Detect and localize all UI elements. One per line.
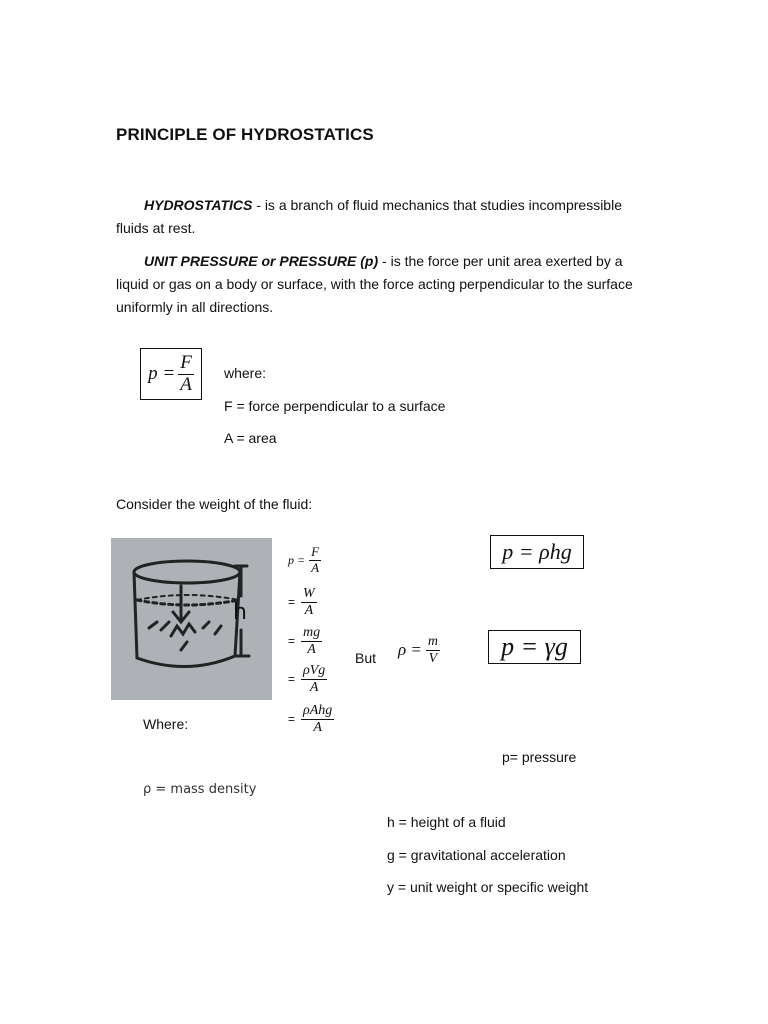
container-drawing <box>111 538 272 700</box>
derivation-step-3 <box>288 623 322 659</box>
density-lhs: ρ = <box>398 640 422 659</box>
page-title: PRINCIPLE OF HYDROSTATICS <box>116 125 374 144</box>
derivation-num-2: W <box>303 586 315 602</box>
hydrostatics-definition-line2: fluids at rest. <box>116 220 196 236</box>
formula1-lhs: p = <box>148 363 176 384</box>
derivation-fraction-3 <box>301 625 322 657</box>
consider-text: Consider the weight of the fluid: <box>116 496 313 512</box>
result-formula-gamma-g: p = γg <box>488 630 581 664</box>
pressure-line3: uniformly in all directions. <box>116 299 274 315</box>
derivation-den-3: A <box>307 641 316 657</box>
derivation-step-5 <box>288 700 334 738</box>
pressure-paragraph <box>116 250 646 319</box>
derivation-den-5: A <box>313 719 322 735</box>
derivation-den-1: A <box>311 559 320 575</box>
derivation-step-2 <box>288 584 317 620</box>
where2-label: Where: <box>143 716 189 732</box>
fluid-container-sketch <box>111 538 272 700</box>
pressure-term: UNIT PRESSURE or PRESSURE (p) <box>144 253 379 269</box>
equals-sign: = <box>288 672 296 686</box>
formula1-denominator: A <box>180 373 192 395</box>
hydrostatics-definition: - is a branch of fluid mechanics that studies incompressible <box>252 197 622 213</box>
equals-sign: = <box>288 595 296 609</box>
derivation-fraction-5 <box>301 703 334 735</box>
legend-height: h = height of a fluid <box>387 814 506 830</box>
derivation-lhs: p = <box>288 552 306 567</box>
density-numerator: m <box>427 634 439 650</box>
legend-pressure: p= pressure <box>502 749 577 765</box>
where-item-force: F = force perpendicular to a surface <box>224 398 446 414</box>
derivation-num-5: ρAhg <box>303 703 333 719</box>
derivation-fraction-1 <box>309 545 321 575</box>
formula1-numerator: F <box>180 351 192 373</box>
derivation-den-4: A <box>309 679 319 695</box>
derivation-fraction-2 <box>301 586 317 618</box>
pressure-line1: - is the force per unit area exerted by a <box>378 253 623 269</box>
hydrostatics-term: HYDROSTATICS <box>144 197 253 213</box>
derivation-den-2: A <box>304 602 314 618</box>
legend-unit-weight: y = unit weight or specific weight <box>387 879 589 895</box>
derivation-step-1 <box>288 543 321 577</box>
legend-mass-density: ρ = mass density <box>143 782 257 797</box>
derivation-num-3: mg <box>303 625 321 641</box>
where-item-area: A = area <box>224 430 277 446</box>
legend-gravity: g = gravitational acceleration <box>387 847 566 863</box>
derivation-num-1: F <box>311 544 320 560</box>
density-denominator: V <box>428 650 438 666</box>
derivation-step-4 <box>288 661 327 697</box>
but-label: But <box>355 650 377 666</box>
derivation-num-4: ρVg <box>303 663 326 679</box>
where-label: where: <box>224 365 267 381</box>
formula1-fraction <box>178 353 194 396</box>
derivation-fraction-4 <box>301 663 327 695</box>
density-fraction <box>426 634 440 666</box>
density-formula <box>398 630 440 670</box>
pressure-line2: liquid or gas on a body or surface, with the force acting perpendicular to the surface <box>116 276 633 292</box>
result-formula-rho-h-g: p = ρhg <box>490 535 584 569</box>
hydrostatics-paragraph <box>116 194 646 240</box>
height-label: h <box>233 600 247 625</box>
equals-sign: = <box>288 712 296 726</box>
equals-sign: = <box>288 634 296 648</box>
pressure-formula-box <box>140 348 202 400</box>
